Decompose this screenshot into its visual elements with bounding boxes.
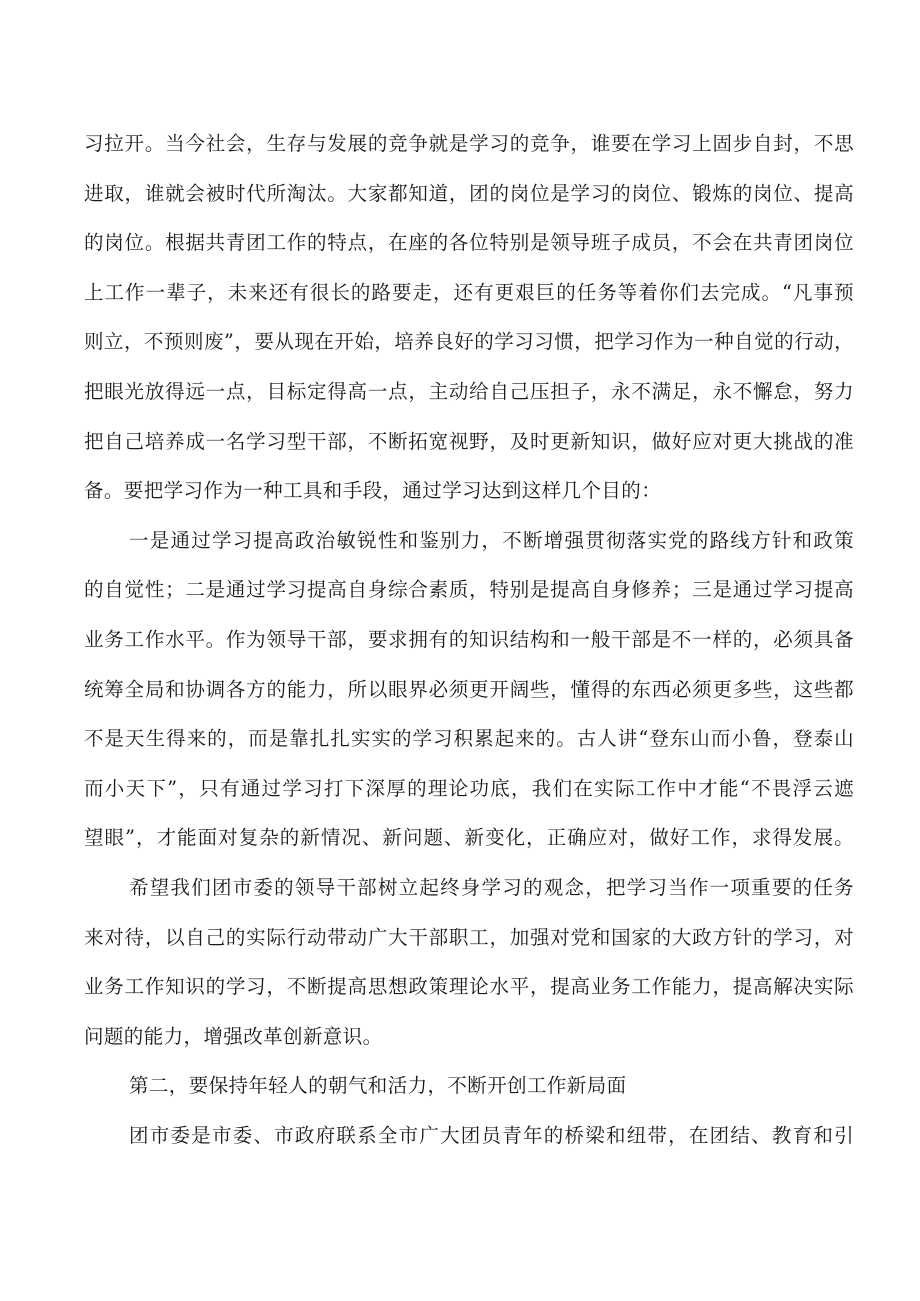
text-line: 则立，不预则废”，要从现在开始，培养良好的学习习惯，把学习作为一种自觉的行动， <box>84 330 854 354</box>
text-line: 的自觉性；二是通过学习提高自身综合素质，特别是提高自身修养；三是通过学习提高 <box>84 578 854 602</box>
text-line: 业务工作知识的学习，不断提高思想政策理论水平，提高业务工作能力，提高解决实际 <box>84 975 854 999</box>
text-line: 第二，要保持年轻人的朝气和活力，不断开创工作新局面 <box>129 1074 627 1098</box>
text-line: 问题的能力，增强改革创新意识。 <box>84 1024 383 1048</box>
text-line: 上工作一辈子，未来还有很长的路要走，还有更艰巨的任务等着你们去完成。“凡事预 <box>84 280 854 304</box>
text-line: 进取，谁就会被时代所淘汰。大家都知道，团的岗位是学习的岗位、锻炼的岗位、提高 <box>84 181 854 205</box>
text-line: 来对待，以自己的实际行动带动广大干部职工，加强对党和国家的大政方针的学习，对 <box>84 925 854 949</box>
text-line: 的岗位。根据共青团工作的特点，在座的各位特别是领导班子成员，不会在共青团岗位 <box>84 231 854 255</box>
text-line: 把自己培养成一名学习型干部，不断拓宽视野，及时更新知识，做好应对更大挑战的准 <box>84 429 854 453</box>
text-line: 望眼”，才能面对复杂的新情况、新问题、新变化，正确应对，做好工作，求得发展。 <box>84 826 854 850</box>
text-line: 团市委是市委、市政府联系全市广大团员青年的桥梁和纽带，在团结、教育和引 <box>129 1123 854 1147</box>
text-line: 不是天生得来的，而是靠扎扎实实的学习积累起来的。古人讲“登东山而小鲁，登泰山 <box>84 727 854 751</box>
text-line: 备。要把学习作为一种工具和手段，通过学习达到这样几个目的： <box>84 479 662 503</box>
text-line: 习拉开。当今社会，生存与发展的竞争就是学习的竞争，谁要在学习上固步自封，不思 <box>84 132 854 155</box>
text-line: 统筹全局和协调各方的能力，所以眼界必须更开阔些，懂得的东西必须更多些，这些都 <box>84 677 854 701</box>
text-line: 一是通过学习提高政治敏锐性和鉴别力，不断增强贯彻落实党的路线方针和政策 <box>129 528 854 552</box>
text-line: 业务工作水平。作为领导干部，要求拥有的知识结构和一般干部是不一样的，必须具备 <box>84 627 854 651</box>
text-line: 希望我们团市委的领导干部树立起终身学习的观念，把学习当作一项重要的任务 <box>129 875 854 899</box>
text-line: 把眼光放得远一点，目标定得高一点，主动给自己压担子，永不满足，永不懈怠，努力 <box>84 379 854 403</box>
document-body <box>84 119 854 1160</box>
text-line: 而小天下”，只有通过学习打下深厚的理论功底，我们在实际工作中才能“不畏浮云遮 <box>84 776 854 800</box>
